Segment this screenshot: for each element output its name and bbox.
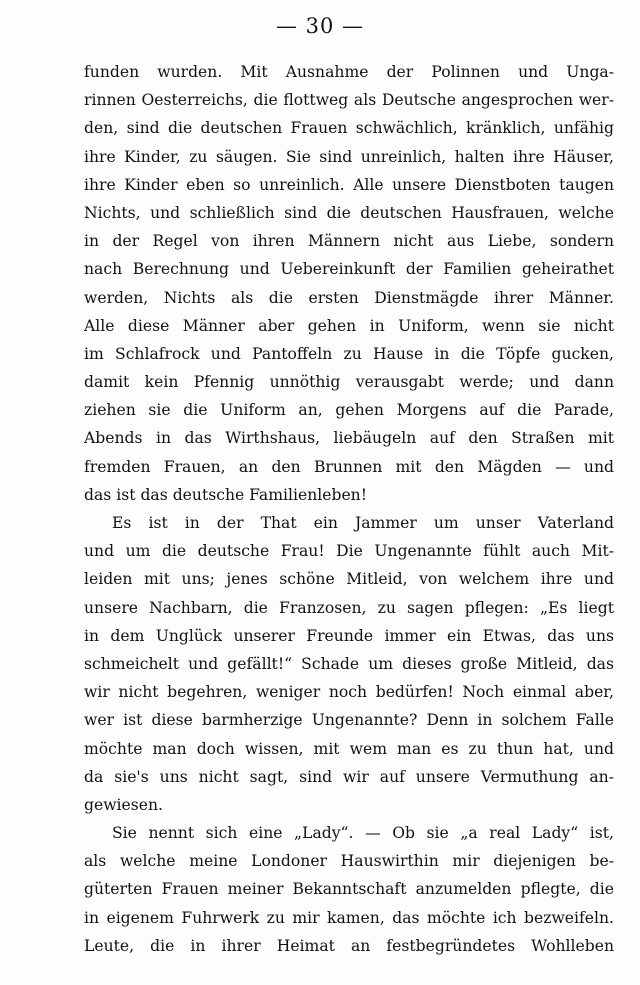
text-line: Abends in das Wirthshaus, liebäugeln auf den Straßen mit [84, 429, 614, 448]
text-line: als welche meine Londoner Hauswirthin mir diejenigen be- [84, 852, 614, 871]
text-line: Sie nennt sich eine „Lady“. — Ob sie „a real Lady“ ist, [112, 824, 614, 843]
text-line: unsere Nachbarn, die Franzosen, zu sagen pflegen: „Es liegt [84, 598, 614, 617]
paragraph-3 [84, 819, 614, 960]
text-line: rinnen Oesterreichs, die flottweg als Deutsche angesprochen wer- [84, 91, 614, 110]
text-line: werden, Nichts als die ersten Dienstmägde ihrer Männer. [84, 288, 614, 307]
text-line: und um die deutsche Frau! Die Ungenannte fühlt auch Mit- [84, 542, 614, 561]
text-line: Alle diese Männer aber gehen in Uniform, wenn sie nicht [84, 316, 614, 335]
text-line: den, sind die deutschen Frauen schwächlich, kränklich, unfähig [84, 119, 614, 138]
text-line: güterten Frauen meiner Bekanntschaft anzumelden pflegte, die [84, 880, 614, 899]
text-line: ziehen sie die Uniform an, gehen Morgens auf die Parade, [84, 401, 614, 420]
text-line: da sie's uns nicht sagt, sind wir auf unsere Vermuthung an- [84, 767, 614, 786]
text-line: funden wurden. Mit Ausnahme der Polinnen und Unga- [84, 63, 614, 81]
text-line: in eigenem Fuhrwerk zu mir kamen, das möchte ich bezweifeln. [84, 908, 614, 927]
paragraph-1 [84, 58, 614, 509]
text-line: Es ist in der That ein Jammer um unser Vaterland [112, 514, 614, 532]
text-line: im Schlafrock und Pantoffeln zu Hause in die Töpfe gucken, [84, 344, 614, 363]
text-line: gewiesen. [84, 795, 164, 814]
text-line: damit kein Pfennig unnöthig verausgabt werde; und dann [84, 373, 614, 392]
text-line: möchte man doch wissen, mit wem man es zu thun hat, und [84, 739, 614, 758]
text-line: Leute, die in ihrer Heimat an festbegründetes Wohlleben [84, 936, 614, 955]
page-number: — 30 — [275, 14, 365, 38]
text-line: wer ist diese barmherzige Ungenannte? Denn in solchem Falle [84, 711, 614, 730]
text-line: in dem Unglück unserer Freunde immer ein Etwas, das uns [84, 626, 614, 645]
text-line: leiden mit uns; jenes schöne Mitleid, von welchem ihre und [84, 570, 614, 589]
text-line: wir nicht begehren, weniger noch bedürfen! Noch einmal aber, [84, 683, 614, 702]
text-line: ihre Kinder, zu säugen. Sie sind unreinlich, halten ihre Häuser, [84, 147, 614, 166]
text-line: schmeichelt und gefällt!“ Schade um dieses große Mitleid, das [84, 654, 614, 673]
text-line: das ist das deutsche Familienleben! [84, 485, 367, 504]
paragraph-2 [84, 509, 614, 819]
text-line: fremden Frauen, an den Brunnen mit den Mägden — und [84, 457, 614, 476]
text-line: nach Berechnung und Uebereinkunft der Familien geheirathet [84, 260, 614, 279]
body-text [84, 58, 614, 960]
text-line: ihre Kinder eben so unreinlich. Alle unsere Dienstboten taugen [84, 175, 614, 194]
text-line: in der Regel von ihren Männern nicht aus Liebe, sondern [84, 232, 614, 251]
text-line: Nichts, und schließlich sind die deutschen Hausfrauen, welche [84, 203, 614, 222]
